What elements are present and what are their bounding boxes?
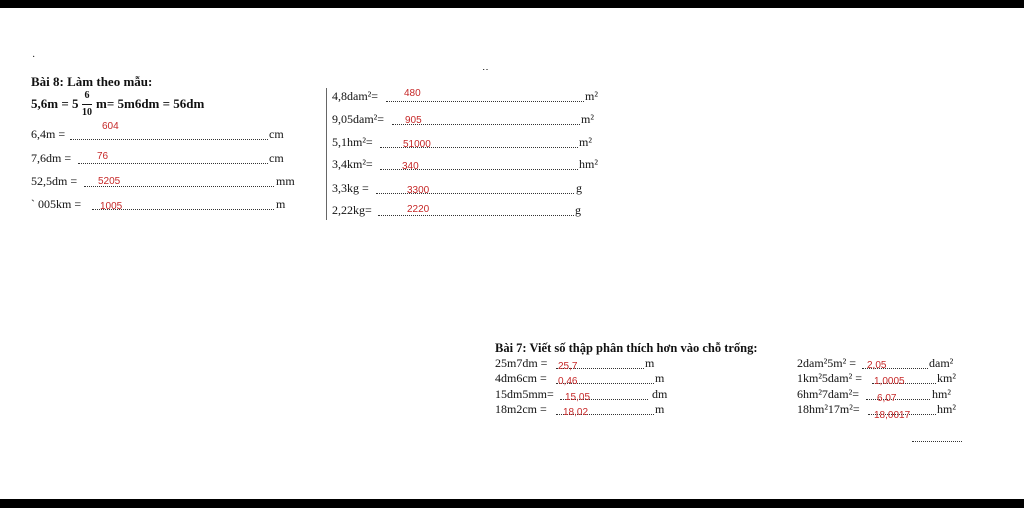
answer-blank	[376, 193, 574, 194]
row-unit: m	[655, 371, 665, 385]
example-denominator: 10	[82, 107, 92, 118]
trailing-dotted-line	[912, 441, 962, 442]
handwritten-answer: 2220	[407, 204, 430, 215]
row-unit: km²	[937, 371, 956, 385]
row-label: 2dam²5m² =	[797, 356, 856, 370]
handwritten-answer: 51000	[403, 139, 431, 150]
answer-blank	[78, 163, 268, 164]
row-unit: m²	[579, 135, 592, 149]
handwritten-answer: 340	[402, 161, 419, 172]
row-unit: m²	[581, 112, 594, 126]
row-unit: g	[575, 203, 581, 217]
handwritten-answer: 604	[102, 121, 119, 132]
row-unit: m	[645, 356, 655, 370]
handwritten-answer: 5205	[98, 176, 121, 187]
row-unit: g	[576, 181, 582, 195]
row-unit: dam²	[929, 356, 954, 370]
row-unit: hm²	[932, 387, 951, 401]
example-rhs: m= 5m6dm = 56dm	[96, 96, 205, 111]
row-label: 18hm²17m²=	[797, 402, 860, 416]
row-unit: m²	[585, 89, 598, 103]
row-label: 4,8dam²=	[332, 89, 379, 103]
row-label: 4dm6cm =	[495, 371, 547, 385]
column-divider	[326, 88, 327, 220]
row-unit: hm²	[579, 157, 598, 171]
handwritten-answer: 1,0005	[874, 376, 905, 387]
row-unit: m	[276, 197, 286, 211]
row-unit: mm	[276, 174, 295, 188]
answer-blank	[386, 101, 584, 102]
handwritten-answer: 6,07	[877, 393, 897, 404]
handwritten-answer: 18,02	[563, 407, 589, 418]
handwritten-answer: 76	[97, 151, 109, 162]
row-unit: m	[655, 402, 665, 416]
row-label: 5,1hm²=	[332, 135, 373, 149]
row-label: 25m7dm =	[495, 356, 548, 370]
answer-blank	[866, 399, 930, 400]
row-label: 7,6dm =	[31, 151, 72, 165]
bai7-title: Bài 7: Viết số thập phân thích hơn vào chỗ trống:	[495, 341, 758, 355]
answer-blank	[70, 139, 268, 140]
stray-tick: ‥	[482, 62, 489, 73]
handwritten-answer: 3300	[407, 185, 430, 196]
row-label: ` 005km =	[31, 197, 82, 211]
worksheet-page	[0, 8, 1024, 499]
row-unit: dm	[652, 387, 668, 401]
row-label: 2,22kg=	[332, 203, 372, 217]
row-label: 18m2cm =	[495, 402, 547, 416]
row-label: 1km²5dam² =	[797, 371, 862, 385]
row-label: 9,05dam²=	[332, 112, 385, 126]
row-label: 15dm5mm=	[495, 387, 554, 401]
example-fraction-bar	[82, 104, 92, 105]
handwritten-answer: 1005	[100, 201, 123, 212]
row-unit: hm²	[937, 402, 956, 416]
example-numerator: 6	[84, 90, 90, 101]
handwritten-answer: 480	[404, 88, 421, 99]
handwritten-answer: 25,7	[558, 361, 578, 372]
row-label: 3,3kg =	[332, 181, 369, 195]
row-unit: cm	[269, 127, 284, 141]
row-label: 6hm²7dam²=	[797, 387, 859, 401]
example-lhs: 5,6m = 5	[31, 96, 79, 111]
row-unit: cm	[269, 151, 284, 165]
handwritten-answer: 2,05	[867, 360, 887, 371]
handwritten-answer: 905	[405, 115, 422, 126]
bai8-title: Bài 8: Làm theo mẫu:	[31, 74, 153, 89]
row-label: 52,5dm =	[31, 174, 78, 188]
handwritten-answer: 18,0017	[874, 410, 911, 421]
row-label: 6,4m =	[31, 127, 66, 141]
stray-dot: ·	[32, 52, 36, 63]
row-label: 3,4km²=	[332, 157, 373, 171]
answer-blank	[378, 215, 574, 216]
handwritten-answer: 0,46	[558, 376, 578, 387]
handwritten-answer: 15,05	[565, 392, 591, 403]
